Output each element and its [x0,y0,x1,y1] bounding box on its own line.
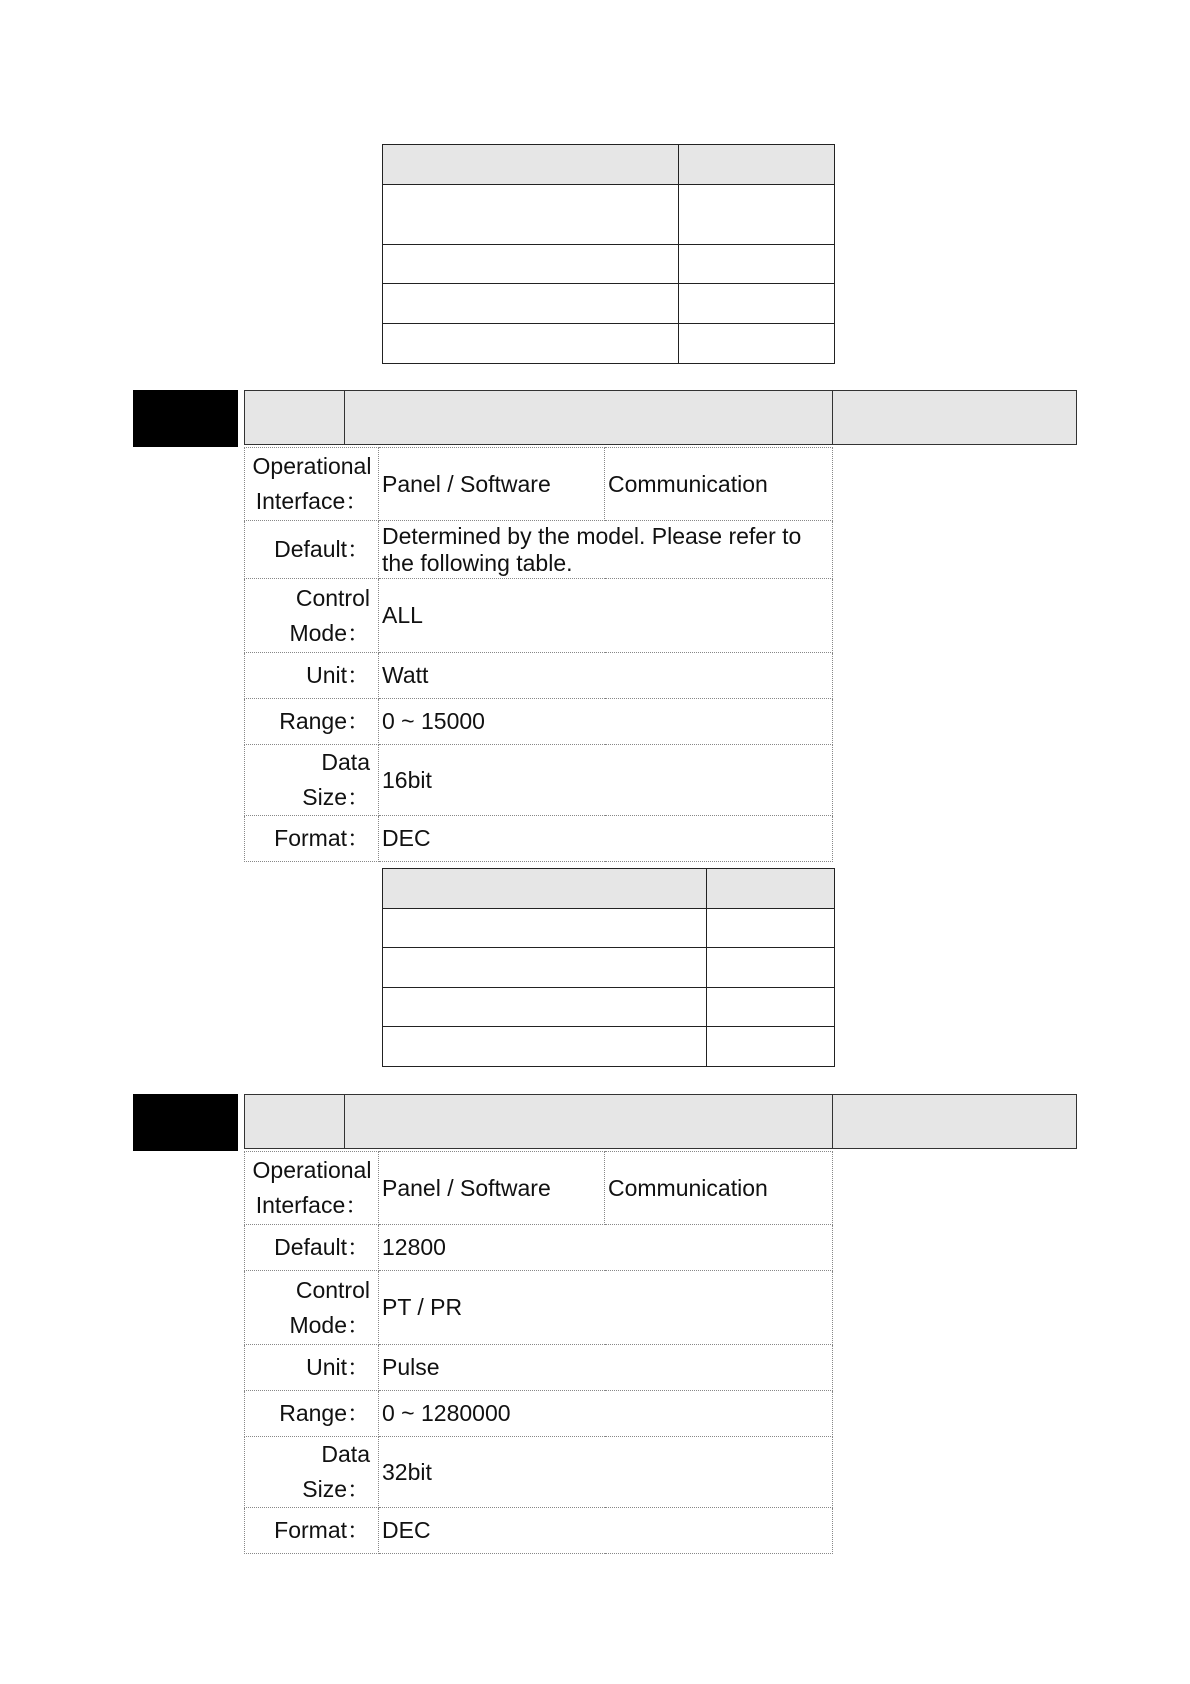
format-label: Format： [245,1508,379,1554]
control-mode-value: ALL [379,579,833,653]
grid-header-cell [383,145,679,185]
unit-label: Unit： [245,1345,379,1391]
range-value: 0 ~ 1280000 [379,1391,833,1437]
param1-black-tab [133,390,238,447]
grid-cell [679,284,835,324]
range-label: Range： [245,699,379,745]
interface-label-line2: Interface： [255,488,369,514]
grid-cell [679,185,835,245]
default-label: Default： [245,1225,379,1271]
control-mode-label: Control Mode： [245,1271,379,1345]
data-size-value: 16bit [379,745,833,816]
param2-table [244,1151,833,1554]
default-label: Default： [245,521,379,579]
grid-cell [707,909,835,948]
range-value: 0 ~ 15000 [379,699,833,745]
grid-cell [383,245,679,284]
control-mode-value: PT / PR [379,1271,833,1345]
format-value: DEC [379,816,833,862]
interface-panel-software: Panel / Software [379,1152,605,1225]
grid-cell [383,185,679,245]
grid-cell [383,1027,707,1067]
interface-label-line1: Operational [252,453,372,479]
format-label: Format： [245,816,379,862]
range-label: Range： [245,1391,379,1437]
data-size-label: Data Size： [245,745,379,816]
interface-label-line1: Operational [252,1157,372,1183]
grid-cell [383,948,707,988]
grid-cell [707,1027,835,1067]
middle-grid-table [382,868,835,1067]
grid-header-cell [383,869,707,909]
interface-communication: Communication [605,1152,833,1225]
default-value: Determined by the model. Please refer to the following table. [379,521,833,579]
param1-header-bar [244,390,1077,445]
grid-cell [383,284,679,324]
interface-label [245,448,379,521]
grid-cell [383,909,707,948]
grid-cell [383,988,707,1027]
unit-label: Unit： [245,653,379,699]
grid-cell [679,245,835,284]
data-size-value: 32bit [379,1437,833,1508]
unit-value: Pulse [379,1345,833,1391]
interface-label [245,1152,379,1225]
grid-header-cell [707,869,835,909]
top-grid-table [382,144,835,364]
param2-black-tab [133,1094,238,1151]
interface-panel-software: Panel / Software [379,448,605,521]
grid-header-cell [679,145,835,185]
param2-header-bar [244,1094,1077,1149]
grid-cell [383,324,679,364]
unit-value: Watt [379,653,833,699]
grid-cell [707,948,835,988]
control-mode-label: Control Mode： [245,579,379,653]
data-size-label: Data Size： [245,1437,379,1508]
format-value: DEC [379,1508,833,1554]
default-value: 12800 [379,1225,833,1271]
interface-label-line2: Interface： [255,1192,369,1218]
grid-cell [679,324,835,364]
interface-communication: Communication [605,448,833,521]
grid-cell [707,988,835,1027]
param1-table [244,447,833,862]
